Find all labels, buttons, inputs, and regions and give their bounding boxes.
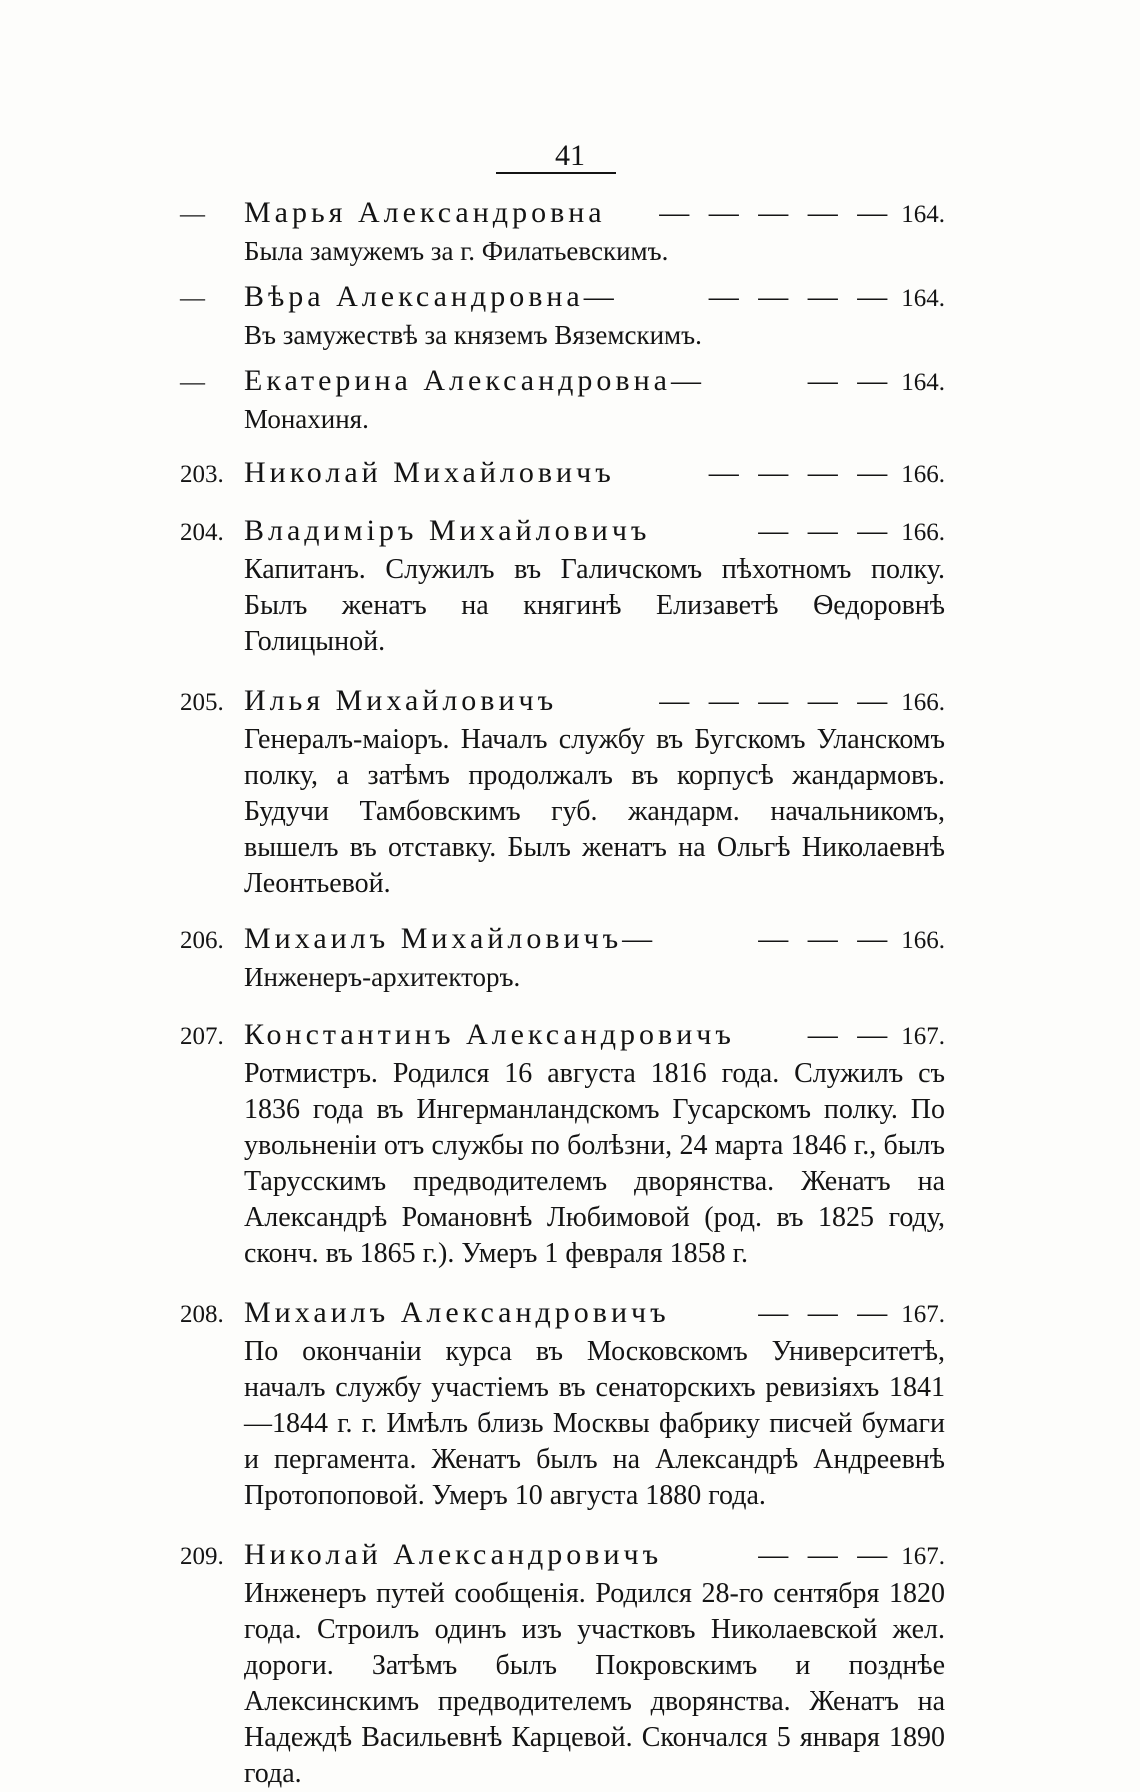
entry-text: Ротмистръ. Родился 16 августа 1816 года. Служилъ съ 1836 года въ Ингерманландскомъ Гусарскомъ полку. По увольненіи отъ службы по болѣзни, 24 марта 1846 г., былъ Тарусскимъ предводителемъ дворянства. Женатъ на Александрѣ Романовнѣ Любимовой (род. въ 1825 году, сконч. въ 1865 г.). Умеръ 1 февраля 1858 г. [244, 1058, 945, 1269]
entry-209 [180, 1534, 945, 1792]
entry-number: 209. [180, 1543, 224, 1570]
entry-leader: — — — — [708, 456, 894, 489]
entry-text: Инженеръ путей сообщенія. Родился 28-го сентября 1820 года. Строилъ одинъ изъ участковъ Николаевской жел. дороги. Затѣмъ былъ Покровскимъ и позднѣе Алексинскимъ предводителемъ дворянства. Женатъ на Надеждѣ Васильевнѣ Карцевой. Скончался 5 января 1890 года. [244, 1578, 945, 1789]
entry-marya [180, 192, 945, 268]
entry-name: Михаилъ Михайловичъ— [244, 922, 657, 955]
entry-leader: — — — [758, 514, 894, 547]
entry-leader: — — — [758, 1296, 894, 1329]
entry-reference: 166. [901, 519, 945, 546]
entry-heading [180, 452, 945, 494]
entry-note: Въ замужествѣ за княземъ Вяземскимъ. [244, 320, 702, 350]
entry-name: Михаилъ Александровичъ [244, 1296, 670, 1329]
entry-reference: 164. [901, 369, 945, 396]
entry-heading [180, 680, 945, 722]
entry-leader: — — [807, 364, 894, 397]
entry-name: Екатерина Александровна— [244, 364, 705, 397]
entry-number: — [180, 285, 205, 312]
entry-heading [180, 918, 945, 960]
entry-name: Константинъ Александровичъ [244, 1018, 735, 1051]
entry-ekaterina [180, 360, 945, 436]
entry-name: Владиміръ Михайловичъ [244, 514, 651, 547]
entry-text: По окончаніи курса въ Московскомъ Университетѣ, началъ службу участіемъ въ сенаторскихъ ревизіяхъ 1841—1844 г. г. Имѣлъ близь Москвы фабрику писчей бумаги и пергамента. Женатъ былъ на Александрѣ Андреевнѣ Протопоповой. Умеръ 10 августа 1880 года. [244, 1336, 945, 1511]
entry-name: Вѣра Александровна— [244, 280, 618, 313]
entry-number: — [180, 369, 205, 396]
entry-number: — [180, 201, 205, 228]
entry-number: 208. [180, 1301, 224, 1328]
entry-number: 206. [180, 927, 224, 954]
entry-name: Марья Александровна [244, 196, 606, 229]
entry-204 [180, 510, 945, 660]
entry-text: Генералъ-маіоръ. Началъ службу въ Бугскомъ Уланскомъ полку, а затѣмъ продолжалъ въ корпусѣ жандармовъ. Будучи Тамбовскимъ губ. жандарм. начальникомъ, вышелъ въ отставку. Былъ женатъ на Ольгѣ Николаевнѣ Леонтьевой. [244, 724, 945, 899]
entry-leader: — — — — — [659, 196, 894, 229]
entry-heading [180, 1534, 945, 1576]
entry-leader: — — — — [708, 280, 894, 313]
entry-name: Николай Александровичъ [244, 1538, 663, 1571]
entry-number: 203. [180, 461, 224, 488]
entry-reference: 167. [901, 1301, 945, 1328]
entry-leader: — — [807, 1018, 894, 1051]
entry-number: 205. [180, 689, 224, 716]
page-number: 41 [555, 139, 585, 172]
entry-207 [180, 1014, 945, 1272]
entry-leader: — — — — — [659, 684, 894, 717]
entry-reference: 166. [901, 689, 945, 716]
entry-leader: — — — [758, 922, 894, 955]
entry-number: 207. [180, 1023, 224, 1050]
entry-reference: 167. [901, 1023, 945, 1050]
entry-208 [180, 1292, 945, 1514]
entry-205 [180, 680, 945, 902]
entry-reference: 164. [901, 285, 945, 312]
entry-heading [180, 510, 945, 552]
entry-note: Инженеръ-архитекторъ. [244, 962, 521, 992]
entry-name: Николай Михайловичъ [244, 456, 615, 489]
page-number-rule [496, 172, 616, 174]
entry-reference: 164. [901, 201, 945, 228]
entry-text: Капитанъ. Служилъ въ Галичскомъ пѣхотномъ полку. Былъ женатъ на княгинѣ Елизаветѣ Ѳедоровнѣ Голицыной. [244, 554, 945, 657]
entry-name: Илья Михайловичъ [244, 684, 558, 717]
entry-vera [180, 276, 945, 352]
entry-reference: 166. [901, 927, 945, 954]
entry-note: Была замужемъ за г. Филатьевскимъ. [244, 236, 669, 266]
entry-203 [180, 452, 945, 494]
entry-heading [180, 192, 945, 234]
entry-heading [180, 1292, 945, 1334]
genealogy-list [180, 192, 945, 1792]
entry-heading [180, 1014, 945, 1056]
entry-heading [180, 276, 945, 318]
entry-note: Монахиня. [244, 404, 369, 434]
entry-number: 204. [180, 519, 224, 546]
entry-leader: — — — [758, 1538, 894, 1571]
entry-reference: 167. [901, 1543, 945, 1570]
entry-reference: 166. [901, 461, 945, 488]
entry-206 [180, 918, 945, 994]
entry-heading [180, 360, 945, 402]
